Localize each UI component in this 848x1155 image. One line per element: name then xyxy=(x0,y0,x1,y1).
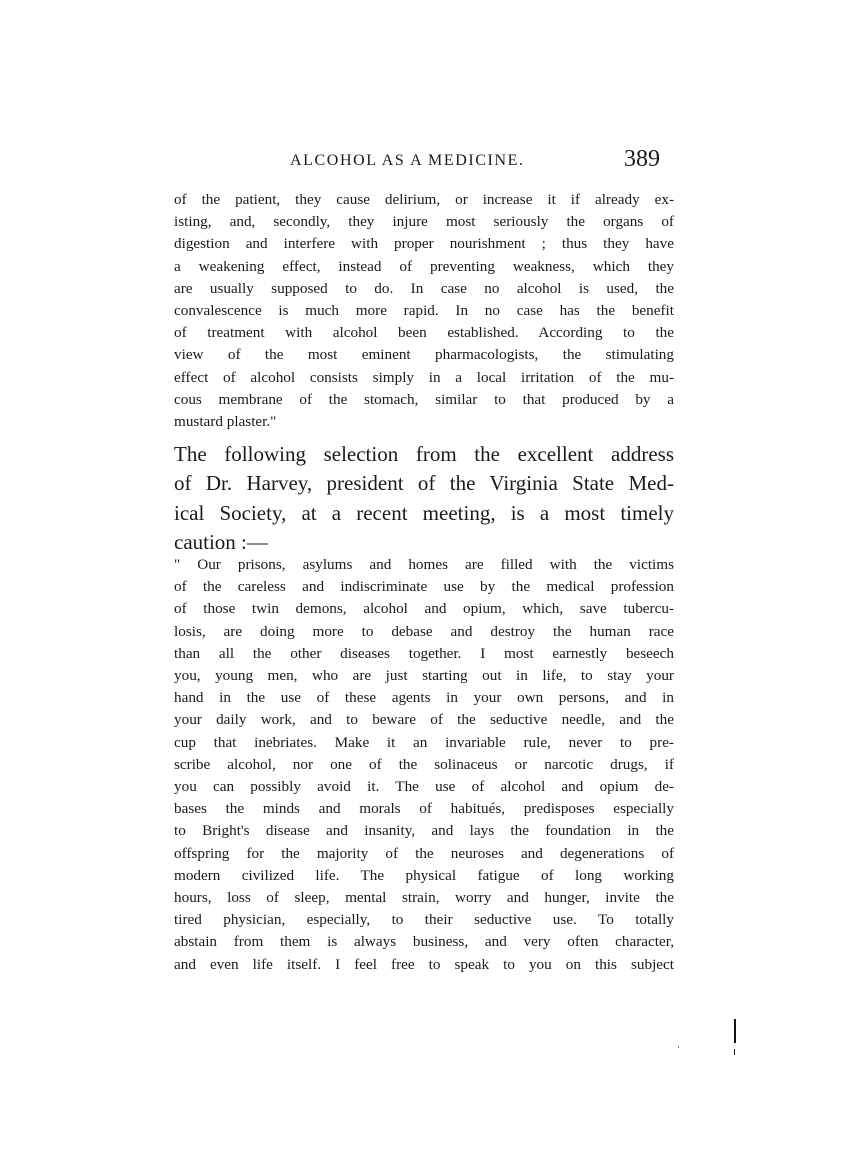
text-line: hand in the use of these agents in your own persons, and in xyxy=(174,689,674,707)
text-line: cup that inebriates. Make it an invariable rule, never to pre- xyxy=(174,733,674,751)
text-line: you, young men, who are just starting out in life, to stay your xyxy=(174,667,674,685)
text-line: offspring for the majority of the neuroses and degenerations of xyxy=(174,844,674,862)
text-line: mustard plaster." xyxy=(174,413,277,431)
running-head xyxy=(174,148,674,178)
text-line: view of the most eminent pharmacologists, the stimulating xyxy=(174,346,674,364)
text-line: of Dr. Harvey, president of the Virginia State Med- xyxy=(174,471,674,496)
paragraph-harvey-quote xyxy=(174,554,674,976)
text-line: modern civilized life. The physical fatigue of long working xyxy=(174,866,674,884)
text-line: losis, are doing more to debase and destroy the human race xyxy=(174,622,674,640)
text-line: isting, and, secondly, they injure most seriously the organs of xyxy=(174,213,674,231)
text-line: a weakening effect, instead of preventing weakness, which they xyxy=(174,257,674,275)
text-line: digestion and interfere with proper nourishment ; thus they have xyxy=(174,235,674,253)
text-line: bases the minds and morals of habitués, predisposes especially xyxy=(174,800,674,818)
text-line: of those twin demons, alcohol and opium, which, save tubercu- xyxy=(174,600,674,618)
text-line: of treatment with alcohol been established. According to the xyxy=(174,324,674,342)
text-line: " Our prisons, asylums and homes are filled with the victims xyxy=(174,556,674,573)
text-line: are usually supposed to do. In case no alcohol is used, the xyxy=(174,279,674,297)
text-line: caution :— xyxy=(174,530,268,555)
text-line: than all the other diseases together. I most earnestly beseech xyxy=(174,644,674,662)
text-line: of the patient, they cause delirium, or increase it if already ex- xyxy=(174,191,674,208)
scan-artifact-mark xyxy=(734,1019,736,1043)
text-line: to Bright's disease and insanity, and lays the foundation in the xyxy=(174,822,674,840)
scan-artifact-mark xyxy=(678,1046,679,1048)
text-line: and even life itself. I feel free to speak to you on this subject xyxy=(174,955,674,973)
text-line: you can possibly avoid it. The use of alcohol and opium de- xyxy=(174,778,674,796)
text-line: hours, loss of sleep, mental strain, worry and hunger, invite the xyxy=(174,889,674,907)
text-line: abstain from them is always business, and very often character, xyxy=(174,933,674,951)
text-line: of the careless and indiscriminate use by the medical profession xyxy=(174,578,674,596)
running-title: ALCOHOL AS A MEDICINE. xyxy=(290,152,525,169)
text-line: scribe alcohol, nor one of the solinaceus or narcotic drugs, if xyxy=(174,755,674,773)
paragraph-quote-continuation xyxy=(174,189,674,433)
page-number: 389 xyxy=(624,146,660,172)
text-line: effect of alcohol consists simply in a local irritation of the mu- xyxy=(174,368,674,386)
text-line: your daily work, and to beware of the seductive needle, and the xyxy=(174,711,674,729)
text-line: The following selection from the excellent address xyxy=(174,442,674,466)
paragraph-introduction xyxy=(174,440,674,558)
text-line: cous membrane of the stomach, similar to that produced by a xyxy=(174,390,674,408)
text-line: convalescence is much more rapid. In no case has the benefit xyxy=(174,302,674,320)
text-line: tired physician, especially, to their seductive use. To totally xyxy=(174,911,674,929)
text-line: ical Society, at a recent meeting, is a most timely xyxy=(174,500,674,525)
scan-artifact-mark xyxy=(734,1049,735,1055)
